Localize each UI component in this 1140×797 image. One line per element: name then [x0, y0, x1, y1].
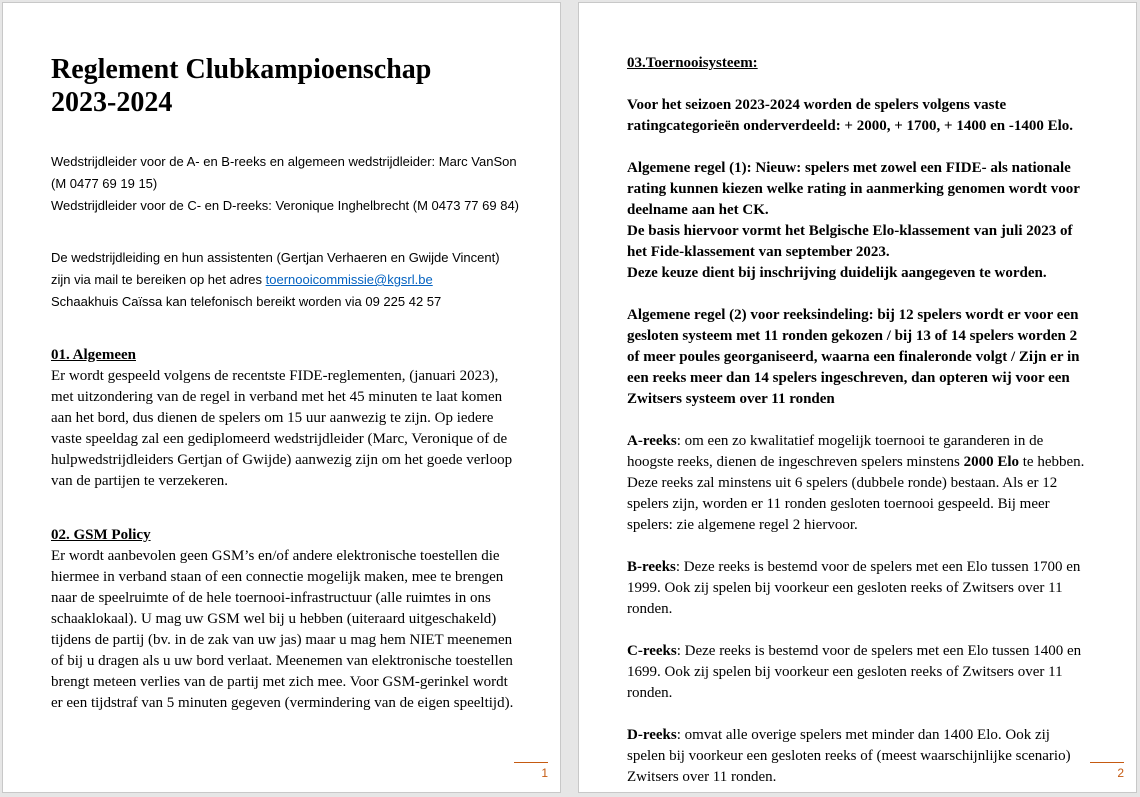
- contact-info: [51, 151, 521, 217]
- rule-2-paragraph: Algemene regel (2) voor reeksindeling: bij 12 spelers wordt er voor een gesloten systeem met 11 ronden gekozen / bij 13 of 14 spelers worden 2 of meer poules georganiseerd, waarna een finaleronde volgt / Zijn er in een reeks meer dan 14 spelers ingeschreven, dan opteren wij voor een Zwitsers systeem over 11 ronden: [627, 307, 1080, 407]
- section-heading-algemeen: 01. Algemeen: [51, 347, 136, 363]
- document-page-2: [578, 2, 1137, 793]
- document-page-1: [2, 2, 561, 793]
- assistants-text: De wedstrijdleiding en hun assistenten (Gertjan Verhaeren en Gwijde Vincent) zijn via mail te bereiken op het adres: [51, 250, 500, 287]
- b-reeks-label: B-reeks: [627, 559, 676, 575]
- rule-1-choice: Deze keuze dient bij inschrijving duidelijk aangegeven te worden.: [627, 265, 1047, 281]
- section-algemeen: [51, 345, 521, 492]
- phone-line: Schaakhuis Caïssa kan telefonisch bereikt worden via 09 225 42 57: [51, 294, 442, 309]
- d-reeks-paragraph: [627, 725, 1087, 788]
- b-reeks-text: : Deze reeks is bestemd voor de spelers met een Elo tussen 1700 en 1999. Ook zij spelen bij voorkeur een gesloten reeks of Zwitsers over 11 ronden.: [627, 559, 1081, 617]
- contact-line-2: Wedstrijdleider voor de C- en D-reeks: Veronique Inghelbrecht (M 0473 77 69 84): [51, 198, 520, 213]
- spacer: [627, 410, 1087, 431]
- assistants-info: [51, 247, 521, 313]
- section-heading-gsm: 02. GSM Policy: [51, 527, 151, 543]
- rule-1-basis: De basis hiervoor vormt het Belgische Elo-klassement van juli 2023 of het Fide-klassement van september 2023.: [627, 223, 1073, 260]
- title-line-1: Reglement Clubkampioenschap: [51, 54, 432, 85]
- section-toernooisysteem: [627, 53, 1087, 788]
- spacer: [627, 74, 1087, 95]
- section-body-algemeen: Er wordt gespeeld volgens de recentste FIDE-reglementen, (januari 2023), met uitzondering van de regel in verband met het 45 minuten te laat komen aan het bord, dus dienen de spelers om 15 uur aanwezig te zijn. Op iedere vaste speeldag zal een gediplomeerd wedstrijdleider (Marc, Veronique of de hulpwedstrijdleiders Gertjan of Gwijde) aanwezig zijn om het goede verloop van de partijen te verzekeren.: [51, 368, 513, 489]
- page-number: 2: [1090, 762, 1124, 780]
- d-reeks-text: : omvat alle overige spelers met minder dan 1400 Elo. Ook zij spelen bij voorkeur een gesloten reeks of (meest waarschijnlijke scenario) Zwitsers over 11 ronden.: [627, 727, 1071, 785]
- contact-line-1: Wedstrijdleider voor de A- en B-reeks en algemeen wedstrijdleider: Marc VanSon (M 0477 69 19 15): [51, 154, 517, 191]
- assistants-paragraph: [51, 247, 521, 291]
- email-link[interactable]: toernooicommissie@kgsrl.be: [265, 272, 433, 287]
- spacer: [627, 704, 1087, 725]
- section-gsm-policy: [51, 525, 521, 714]
- c-reeks-paragraph: [627, 641, 1087, 704]
- c-reeks-text: : Deze reeks is bestemd voor de spelers met een Elo tussen 1400 en 1699. Ook zij spelen bij voorkeur een gesloten reeks of Zwitsers over 11 ronden.: [627, 643, 1082, 701]
- spacer: [627, 284, 1087, 305]
- a-reeks-label: A-reeks: [627, 433, 677, 449]
- title-line-2: 2023-2024: [51, 87, 173, 118]
- a-reeks-elo: 2000 Elo: [963, 454, 1020, 470]
- document-title: [51, 53, 521, 119]
- rule-1-paragraph: Algemene regel (1): Nieuw: spelers met zowel een FIDE- als nationale rating kunnen kiezen welke rating in aanmerking genomen wordt voor deelname aan het CK.: [627, 160, 1080, 218]
- intro-paragraph: Voor het seizoen 2023-2024 worden de spelers volgens vaste ratingcategorieën onderverdeeld: + 2000, + 1700, + 1400 en -1400 Elo.: [627, 97, 1073, 134]
- spacer: [627, 137, 1087, 158]
- a-reeks-text-2: te hebben. Deze reeks zal minstens uit 6 spelers (dubbele ronde) bestaan. Als er 12 spelers zijn, worden er 11 ronden gesloten toernooi gespeeld. Bij meer spelers: zie algemene regel 2 hiervoor.: [627, 454, 1085, 533]
- page-number: 1: [514, 762, 548, 780]
- c-reeks-label: C-reeks: [627, 643, 677, 659]
- a-reeks-paragraph: [627, 431, 1087, 536]
- section-heading-toernooisysteem: 03.Toernooisysteem:: [627, 55, 758, 71]
- spacer: [627, 620, 1087, 641]
- spacer: [627, 536, 1087, 557]
- section-body-gsm: Er wordt aanbevolen geen GSM’s en/of andere elektronische toestellen die hiermee in verband staan of een connectie mogelijk maken, mee te brengen naar de speelruimte of de hele toernooi-infrastructuur (alle ruimtes in ons schaaklokaal). U mag uw GSM wel bij u hebben (uiteraard uitgeschakeld) tijdens de partij (bv. in de zak van uw jas) maar u mag hem NIET meenemen of bij u dragen als u uw bord verlaat. Meenemen van elektronische toestellen brengt meteen verlies van de partij met zich mee. Voor GSM-gerinkel wordt er een tijdstraf van 5 minuten gegeven (vermindering van de eigen speeltijd).: [51, 548, 514, 711]
- d-reeks-label: D-reeks: [627, 727, 677, 743]
- b-reeks-paragraph: [627, 557, 1087, 620]
- a-reeks-text-1: : om een zo kwalitatief mogelijk toernooi te garanderen in de hoogste reeks, dienen de ingeschreven spelers minstens: [627, 433, 1044, 470]
